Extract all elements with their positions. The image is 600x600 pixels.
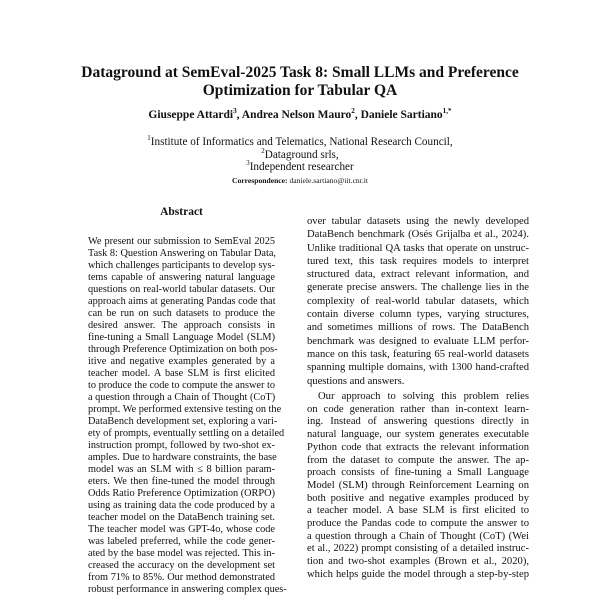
affiliation-mark: 1 <box>147 134 151 142</box>
text-line: desired answer. The approach consists in <box>88 319 275 331</box>
text-line: mance on this task, featuring 65 real-world datasets <box>307 348 529 360</box>
text-line: ing. Instead of answering questions directly in <box>307 416 529 428</box>
text-line: ated by the base model was rejected. This in- <box>88 547 275 559</box>
text-line: tems capable of answering natural language <box>88 271 275 283</box>
affiliation-text: Dataground srls, <box>264 149 339 161</box>
abstract-heading: Abstract <box>160 206 203 218</box>
author-name: Andrea Nelson Mauro <box>241 109 352 121</box>
text-line: a teacher model. A base SLM is first elicited to <box>307 505 529 517</box>
text-line: which challenges participants to develop sys- <box>88 259 275 271</box>
author-name: Giuseppe Attardi <box>148 109 234 121</box>
affiliation <box>0 149 600 161</box>
text-line: through Preference Optimization on both pos- <box>88 343 278 355</box>
text-line: from 71% to 85%. Our method demonstrated <box>88 571 275 583</box>
affiliation <box>0 161 600 173</box>
correspondence-label: Correspondence: <box>232 176 288 185</box>
text-line: DataBench development set, exploring a vari- <box>88 415 278 427</box>
author-separator: , <box>236 109 242 121</box>
text-line: which helps guide the model through a step-by-step <box>307 568 529 580</box>
affiliation-text: Institute of Informatics and Telematics, National Research Council, <box>150 136 453 148</box>
author-affiliation-mark: 3 <box>233 107 237 115</box>
text-line: to produce the code to compute the answer to <box>88 379 275 391</box>
text-line: over tabular datasets using the newly developed <box>307 216 529 227</box>
text-line: Task 8: Question Answering on Tabular Data, <box>88 247 276 259</box>
affiliation-mark: 3 <box>246 159 250 167</box>
text-line: proach consists of fine-tuning a Small Language <box>307 467 529 479</box>
affiliation-mark: 2 <box>261 147 265 155</box>
text-line: complexity of real-world tabular datasets, which <box>307 295 529 307</box>
text-line: We present our submission to SemEval 2025 <box>88 236 275 247</box>
text-line: generate precise answers. The challenge lies in the <box>307 282 529 294</box>
text-line: Python code that extracts the relevant information <box>307 441 529 453</box>
text-line: can be run on such datasets to produce the <box>88 307 275 319</box>
text-line: instruction prompt, followed by two-shot ex- <box>88 439 275 451</box>
abstract-body <box>88 236 287 596</box>
text-line: using as training data the code produced by a <box>88 499 275 511</box>
author-affiliation-mark: 1,* <box>442 107 452 115</box>
affiliation <box>0 136 600 148</box>
text-line: tion and two-shot examples (Brown et al., 2020), <box>307 556 529 568</box>
text-line: natural language, our system generates executable <box>307 429 529 441</box>
text-line: on code generation rather than in-context learn- <box>307 403 529 415</box>
introduction-paragraph-2 <box>307 391 529 582</box>
text-line: structured data, extract relevant information, and <box>307 269 529 281</box>
text-line: creased the accuracy on the development set <box>88 559 275 571</box>
text-line: from the dataset to compute the answer. The ap- <box>307 454 529 466</box>
text-line: robust performance in answering complex ques- <box>88 583 287 595</box>
text-line: model was an SLM with ≤ 8 billion param- <box>88 463 275 475</box>
affiliation-text: Independent researcher <box>249 161 354 173</box>
text-line: approach aims at generating Pandas code that <box>88 295 276 307</box>
text-line: eters. We then fine-tuned the model through <box>88 475 275 487</box>
text-line: produce the Pandas code to compute the answer to <box>307 518 529 530</box>
text-line: benchmark was designed to evaluate LLM perfor- <box>307 335 529 347</box>
author-list <box>0 109 600 121</box>
text-line: Our approach to solving this problem relies <box>318 391 529 402</box>
text-line: teacher model. A base SLM is first elicited <box>88 367 275 379</box>
text-line: questions and answers. <box>307 375 405 387</box>
text-line: contain diverse column types, varying structures, <box>307 309 529 321</box>
paper-title-line-2: Optimization for Tabular QA <box>202 82 398 99</box>
author-separator: , <box>354 109 361 121</box>
text-line: fine-tuning a Small Language Model (SLM) <box>88 331 275 343</box>
author-name: Daniele Sartiano <box>360 109 443 121</box>
correspondence <box>0 176 600 185</box>
text-line: both positive and negative examples produced by <box>307 492 529 504</box>
text-line: teacher model on the DataBench training set. <box>88 511 275 523</box>
text-line: a question through a Chain of Thought (CoT) (Wei <box>307 530 529 542</box>
text-line: Odds Ratio Preference Optimization (ORPO) <box>88 487 276 499</box>
text-line: DataBench benchmark (Osés Grijalba et al., 2024). <box>307 229 529 241</box>
text-line: questions on real-world tabular datasets. Our <box>88 283 275 295</box>
text-line: prompt. We performed extensive testing on the <box>88 403 282 415</box>
text-line: Unlike traditional QA tasks that operate on unstruc- <box>307 242 529 254</box>
correspondence-email[interactable]: daniele.sartiano@iit.cnr.it <box>289 176 368 185</box>
text-line: and sometimes millions of rows. The DataBench <box>307 322 529 334</box>
text-line: et al., 2022) prompt consisting of a detailed instruc- <box>307 543 529 555</box>
author-affiliation-mark: 2 <box>351 107 355 115</box>
text-line: tured text, this task requires models to interpret <box>307 255 529 267</box>
text-line: itive and negative examples generated by a <box>88 355 275 367</box>
text-line: spanning multiple domains, with 1300 hand-crafted <box>307 362 529 374</box>
text-line: ety of prompts, eventually settling on a detailed <box>88 427 285 439</box>
text-line: Model (SLM) through Reinforcement Learning on <box>307 479 529 491</box>
introduction-paragraph-1 <box>307 215 529 388</box>
text-line: a question through a Chain of Thought (CoT) <box>88 391 276 403</box>
text-line: amples. Due to hardware constraints, the base <box>88 451 277 463</box>
text-line: was labeled preferred, while the code gener- <box>88 535 275 547</box>
paper-title-line-1: Dataground at SemEval-2025 Task 8: Small LLMs and Preference <box>81 64 519 81</box>
text-line: The teacher model was GPT-4o, whose code <box>88 523 275 535</box>
